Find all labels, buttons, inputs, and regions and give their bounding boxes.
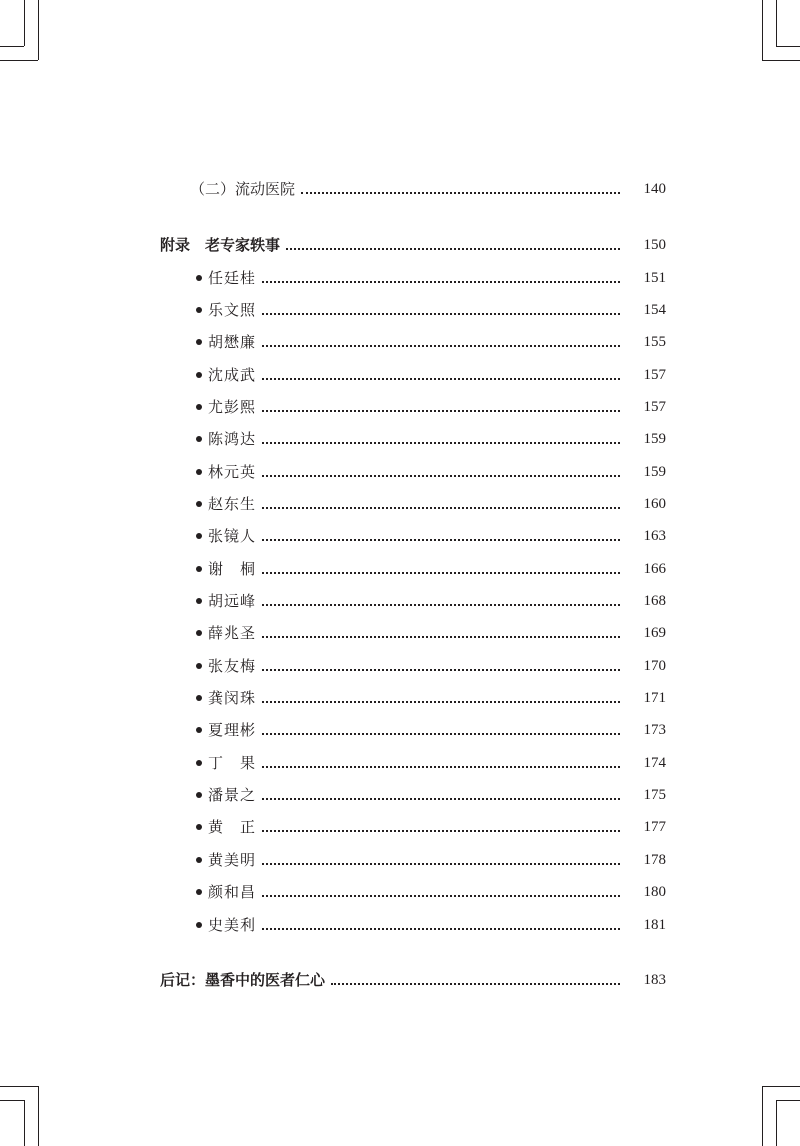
bullet-icon (196, 501, 202, 507)
toc-entry-label: 陈鸿达 (208, 430, 257, 448)
toc-entry[interactable] (0, 815, 800, 839)
bullet-icon (196, 275, 202, 281)
toc-entry-label: 任廷桂 (208, 269, 257, 287)
dot-leader (331, 983, 620, 985)
toc-page-number: 151 (643, 270, 666, 286)
toc-entry-label: 谢 桐 (208, 560, 257, 578)
toc-entry[interactable] (0, 783, 800, 807)
toc-entry-label: 史美利 (208, 916, 257, 934)
toc-entry-title (196, 298, 256, 322)
toc-page-number: 163 (643, 528, 666, 544)
toc-page-number: 183 (643, 972, 666, 988)
dot-leader (262, 733, 620, 735)
bullet-icon (196, 372, 202, 378)
bullet-icon (196, 824, 202, 830)
toc-entry[interactable] (0, 298, 800, 322)
toc-entry-title (196, 783, 256, 807)
toc-entry[interactable] (0, 913, 800, 937)
toc-entry-title (196, 718, 256, 742)
toc-entry-title (196, 621, 256, 645)
toc-entry-title (196, 751, 256, 775)
toc-page-number: 180 (643, 884, 666, 900)
dot-leader (262, 830, 620, 832)
bullet-icon (196, 436, 202, 442)
toc-entry-label: 赵东生 (208, 495, 257, 513)
toc-entry-label: 张镜人 (208, 527, 257, 545)
toc-page-number: 140 (643, 181, 666, 197)
toc-page-number: 169 (643, 625, 666, 641)
toc-entry-title (196, 880, 256, 904)
bullet-icon (196, 760, 202, 766)
toc-page-number: 166 (643, 561, 666, 577)
toc-entry-title (196, 363, 256, 387)
toc-entry-title (160, 233, 280, 257)
bullet-icon (196, 792, 202, 798)
toc-entry-label: （二）流动医院 (190, 180, 296, 198)
toc-entry-title (196, 330, 256, 354)
dot-leader (262, 863, 620, 865)
toc-entry-label: 附录 老专家轶事 (160, 236, 281, 254)
bullet-icon (196, 857, 202, 863)
dot-leader (262, 928, 620, 930)
bullet-icon (196, 598, 202, 604)
toc-entry[interactable] (0, 266, 800, 290)
toc-entry[interactable] (0, 233, 800, 257)
toc-entry[interactable] (0, 177, 800, 201)
toc-entry[interactable] (0, 751, 800, 775)
dot-leader (262, 669, 620, 671)
toc-entry-label: 乐文照 (208, 301, 257, 319)
toc-page-number: 159 (643, 431, 666, 447)
toc-page-number: 173 (643, 722, 666, 738)
dot-leader (286, 248, 620, 250)
toc-entry-title (196, 848, 256, 872)
toc-entry[interactable] (0, 686, 800, 710)
dot-leader (262, 410, 620, 412)
toc-entry[interactable] (0, 557, 800, 581)
toc-entry-title (196, 524, 256, 548)
toc-entry-label: 潘景之 (208, 786, 257, 804)
toc-page-number: 178 (643, 852, 666, 868)
toc-page-number: 181 (643, 917, 666, 933)
toc-entry[interactable] (0, 880, 800, 904)
dot-leader (262, 539, 620, 541)
toc-entry-label: 龚闵珠 (208, 689, 257, 707)
toc-page-number: 177 (643, 819, 666, 835)
toc-entry[interactable] (0, 460, 800, 484)
toc-page-number: 154 (643, 302, 666, 318)
bullet-icon (196, 566, 202, 572)
toc-entry-label: 薛兆圣 (208, 624, 257, 642)
dot-leader (262, 345, 620, 347)
toc-page-number: 175 (643, 787, 666, 803)
toc-entry-label: 胡懋廉 (208, 333, 257, 351)
bullet-icon (196, 727, 202, 733)
toc-entry-title (196, 589, 256, 613)
toc-entry-label: 颜和昌 (208, 883, 257, 901)
toc-entry-label: 林元英 (208, 463, 257, 481)
toc-page-number: 174 (643, 755, 666, 771)
toc-page-number: 170 (643, 658, 666, 674)
toc-entry-title (196, 686, 256, 710)
toc-entry-label: 夏理彬 (208, 721, 257, 739)
toc-entry[interactable] (0, 492, 800, 516)
toc-entry[interactable] (0, 395, 800, 419)
toc-entry-title (196, 815, 256, 839)
bullet-icon (196, 889, 202, 895)
toc-entry-title (190, 177, 295, 201)
dot-leader (262, 281, 620, 283)
toc-entry-title (196, 492, 256, 516)
toc-entry-title (196, 427, 256, 451)
toc-entry[interactable] (0, 330, 800, 354)
dot-leader (262, 313, 620, 315)
toc-page-number: 157 (643, 399, 666, 415)
toc-entry-label: 张友梅 (208, 657, 257, 675)
toc-entry[interactable] (0, 621, 800, 645)
toc-entry-label: 黄美明 (208, 851, 257, 869)
bullet-icon (196, 469, 202, 475)
dot-leader (262, 442, 620, 444)
toc-entry[interactable] (0, 589, 800, 613)
dot-leader (262, 378, 620, 380)
toc-entry-title (196, 460, 256, 484)
toc-entry-label: 丁 果 (208, 754, 257, 772)
bullet-icon (196, 695, 202, 701)
bullet-icon (196, 630, 202, 636)
toc-entry-title (196, 266, 256, 290)
toc-entry-label: 沈成武 (208, 366, 257, 384)
bullet-icon (196, 339, 202, 345)
toc-entry-label: 黄 正 (208, 818, 257, 836)
toc-entry-title (196, 557, 256, 581)
toc-entry-label: 胡远峰 (208, 592, 257, 610)
toc-entry[interactable] (0, 718, 800, 742)
toc-entry-title (196, 913, 256, 937)
toc-page-number: 168 (643, 593, 666, 609)
toc-page-number: 157 (643, 367, 666, 383)
bullet-icon (196, 922, 202, 928)
dot-leader (262, 507, 620, 509)
toc-entry[interactable] (0, 968, 800, 992)
dot-leader (262, 701, 620, 703)
toc-page-number: 159 (643, 464, 666, 480)
bullet-icon (196, 307, 202, 313)
bullet-icon (196, 533, 202, 539)
toc-entry[interactable] (0, 427, 800, 451)
dot-leader (262, 572, 620, 574)
toc-entry-label: 后记：墨香中的医者仁心 (160, 971, 326, 989)
toc-entry[interactable] (0, 363, 800, 387)
dot-leader (262, 798, 620, 800)
toc-page-number: 160 (643, 496, 666, 512)
toc-page-number: 150 (643, 237, 666, 253)
dot-leader (262, 636, 620, 638)
dot-leader (262, 475, 620, 477)
toc-entry[interactable] (0, 654, 800, 678)
toc-entry-title (196, 395, 256, 419)
toc-entry[interactable] (0, 524, 800, 548)
bullet-icon (196, 404, 202, 410)
toc-page-number: 171 (643, 690, 666, 706)
dot-leader (262, 604, 620, 606)
toc-entry-title (160, 968, 325, 992)
toc-entry[interactable] (0, 848, 800, 872)
dot-leader (262, 766, 620, 768)
bullet-icon (196, 663, 202, 669)
dot-leader (301, 192, 620, 194)
dot-leader (262, 895, 620, 897)
toc-entry-label: 尤彭熙 (208, 398, 257, 416)
toc-page-number: 155 (643, 334, 666, 350)
toc-entry-title (196, 654, 256, 678)
